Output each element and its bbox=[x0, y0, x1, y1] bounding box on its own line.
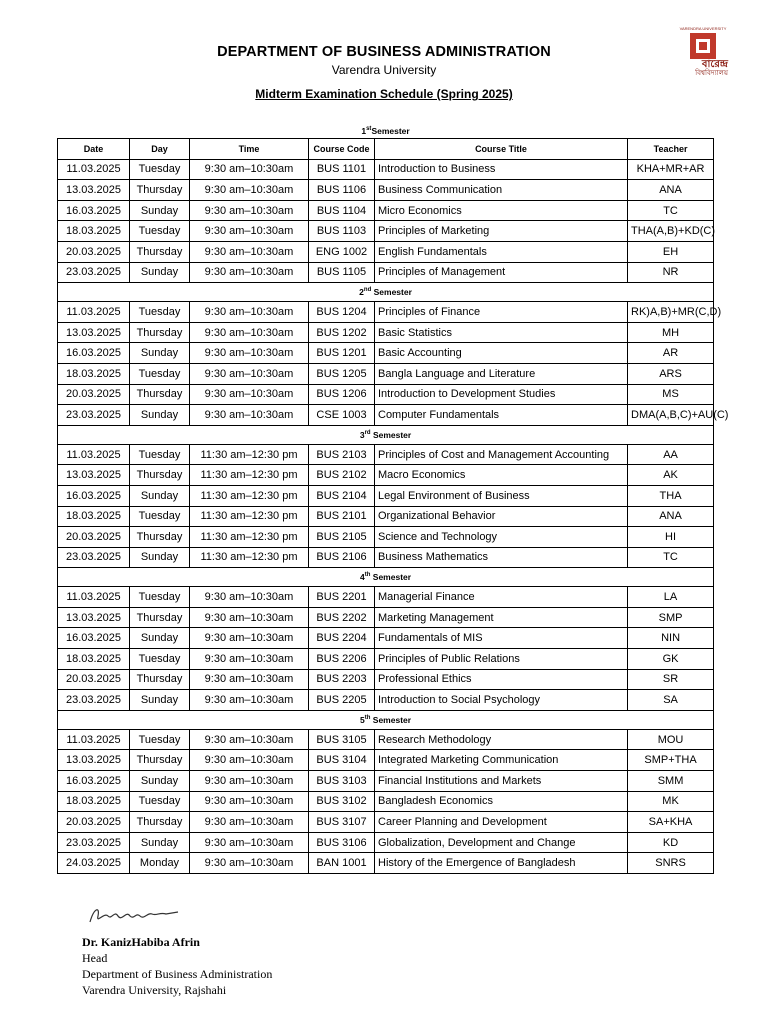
exam-time: 9:30 am–10:30am bbox=[190, 690, 309, 711]
table-row bbox=[58, 302, 714, 323]
course-title: Globalization, Development and Change bbox=[375, 832, 628, 853]
exam-date: 16.03.2025 bbox=[58, 485, 130, 506]
teacher: ARS bbox=[628, 363, 714, 384]
document-header bbox=[0, 44, 768, 101]
exam-date: 20.03.2025 bbox=[58, 812, 130, 833]
exam-day: Sunday bbox=[130, 405, 190, 426]
exam-time: 9:30 am–10:30am bbox=[190, 363, 309, 384]
exam-date: 16.03.2025 bbox=[58, 200, 130, 221]
exam-time: 9:30 am–10:30am bbox=[190, 405, 309, 426]
exam-day: Thursday bbox=[130, 750, 190, 771]
semester-number: 4 bbox=[360, 572, 365, 583]
exam-day: Tuesday bbox=[130, 729, 190, 750]
exam-day: Thursday bbox=[130, 241, 190, 262]
teacher: TC bbox=[628, 200, 714, 221]
exam-day: Thursday bbox=[130, 812, 190, 833]
exam-date: 23.03.2025 bbox=[58, 547, 130, 568]
teacher: NIN bbox=[628, 628, 714, 649]
table-row bbox=[58, 791, 714, 812]
course-code: BUS 1202 bbox=[309, 322, 375, 343]
exam-date: 23.03.2025 bbox=[58, 690, 130, 711]
exam-time: 9:30 am–10:30am bbox=[190, 221, 309, 242]
course-code: BUS 2103 bbox=[309, 444, 375, 465]
table-row bbox=[58, 363, 714, 384]
teacher: KHA+MR+AR bbox=[628, 159, 714, 180]
course-code: ENG 1002 bbox=[309, 241, 375, 262]
teacher: NR bbox=[628, 262, 714, 283]
exam-time: 11:30 am–12:30 pm bbox=[190, 465, 309, 486]
exam-time: 9:30 am–10:30am bbox=[190, 159, 309, 180]
table-row bbox=[58, 180, 714, 201]
semester-header-row bbox=[58, 568, 714, 587]
course-title: Principles of Management bbox=[375, 262, 628, 283]
teacher: SMP bbox=[628, 607, 714, 628]
department-title: DEPARTMENT OF BUSINESS ADMINISTRATION bbox=[217, 44, 551, 60]
table-row bbox=[58, 444, 714, 465]
course-code: BUS 1206 bbox=[309, 384, 375, 405]
semester-number: 2 bbox=[359, 287, 364, 298]
exam-day: Tuesday bbox=[130, 159, 190, 180]
schedule-title: Midterm Examination Schedule (Spring 2025) bbox=[255, 87, 513, 101]
semester-heading bbox=[58, 425, 714, 444]
course-title: Principles of Marketing bbox=[375, 221, 628, 242]
exam-date: 18.03.2025 bbox=[58, 506, 130, 527]
exam-date: 18.03.2025 bbox=[58, 221, 130, 242]
teacher: GK bbox=[628, 649, 714, 670]
semester-header-row bbox=[58, 710, 714, 729]
teacher: SMM bbox=[628, 771, 714, 792]
semester-word: Semester bbox=[371, 287, 412, 298]
teacher: SA+KHA bbox=[628, 812, 714, 833]
exam-date: 11.03.2025 bbox=[58, 302, 130, 323]
exam-day: Tuesday bbox=[130, 791, 190, 812]
teacher: RK)A,B)+MR(C,D) bbox=[628, 302, 714, 323]
exam-day: Tuesday bbox=[130, 649, 190, 670]
teacher: THA bbox=[628, 485, 714, 506]
logo-emblem-icon bbox=[690, 33, 716, 59]
exam-day: Sunday bbox=[130, 628, 190, 649]
logo-bangla-line2: বিশ্ববিদ্যালয় bbox=[695, 70, 728, 77]
exam-day: Sunday bbox=[130, 485, 190, 506]
signatory-institution: Varendra University, Rajshahi bbox=[82, 983, 227, 997]
exam-date: 16.03.2025 bbox=[58, 343, 130, 364]
course-title: Introduction to Social Psychology bbox=[375, 690, 628, 711]
teacher: MOU bbox=[628, 729, 714, 750]
exam-day: Sunday bbox=[130, 262, 190, 283]
exam-time: 9:30 am–10:30am bbox=[190, 750, 309, 771]
teacher: DMA(A,B,C)+AU(C) bbox=[628, 405, 714, 426]
table-row bbox=[58, 241, 714, 262]
teacher: ANA bbox=[628, 506, 714, 527]
logo-bangla-line1: বারেন্দ্র bbox=[701, 59, 728, 70]
exam-date: 13.03.2025 bbox=[58, 465, 130, 486]
exam-date: 20.03.2025 bbox=[58, 527, 130, 548]
exam-date: 11.03.2025 bbox=[58, 587, 130, 608]
teacher: MH bbox=[628, 322, 714, 343]
column-header: Day bbox=[130, 139, 190, 160]
course-title: Managerial Finance bbox=[375, 587, 628, 608]
course-title: Fundamentals of MIS bbox=[375, 628, 628, 649]
course-title: Career Planning and Development bbox=[375, 812, 628, 833]
teacher: ANA bbox=[628, 180, 714, 201]
table-row bbox=[58, 690, 714, 711]
course-code: BUS 1103 bbox=[309, 221, 375, 242]
exam-time: 9:30 am–10:30am bbox=[190, 649, 309, 670]
course-code: BUS 1204 bbox=[309, 302, 375, 323]
column-header: Date bbox=[58, 139, 130, 160]
course-code: BAN 1001 bbox=[309, 853, 375, 874]
table-row bbox=[58, 200, 714, 221]
table-row bbox=[58, 221, 714, 242]
exam-time: 9:30 am–10:30am bbox=[190, 853, 309, 874]
course-code: BUS 3106 bbox=[309, 832, 375, 853]
exam-day: Sunday bbox=[130, 200, 190, 221]
course-title: Macro Economics bbox=[375, 465, 628, 486]
course-title: Marketing Management bbox=[375, 607, 628, 628]
exam-time: 9:30 am–10:30am bbox=[190, 343, 309, 364]
course-code: BUS 1104 bbox=[309, 200, 375, 221]
signatory-name: Dr. KanizHabiba Afrin bbox=[82, 935, 200, 949]
exam-date: 20.03.2025 bbox=[58, 669, 130, 690]
table-row bbox=[58, 322, 714, 343]
teacher: LA bbox=[628, 587, 714, 608]
course-title: Business Mathematics bbox=[375, 547, 628, 568]
course-code: BUS 2106 bbox=[309, 547, 375, 568]
course-code: BUS 2202 bbox=[309, 607, 375, 628]
semester-ordinal: nd bbox=[363, 287, 372, 294]
table-row bbox=[58, 587, 714, 608]
semester-header-row bbox=[58, 425, 714, 444]
table-row bbox=[58, 812, 714, 833]
exam-time: 9:30 am–10:30am bbox=[190, 628, 309, 649]
exam-day: Thursday bbox=[130, 607, 190, 628]
exam-time: 9:30 am–10:30am bbox=[190, 607, 309, 628]
exam-time: 9:30 am–10:30am bbox=[190, 200, 309, 221]
exam-time: 11:30 am–12:30 pm bbox=[190, 527, 309, 548]
semester-number: 5 bbox=[360, 714, 365, 725]
exam-date: 11.03.2025 bbox=[58, 729, 130, 750]
column-header: Course Title bbox=[375, 139, 628, 160]
course-code: BUS 1105 bbox=[309, 262, 375, 283]
column-header: Time bbox=[190, 139, 309, 160]
course-title: Introduction to Development Studies bbox=[375, 384, 628, 405]
table-row bbox=[58, 405, 714, 426]
course-code: BUS 2102 bbox=[309, 465, 375, 486]
exam-time: 11:30 am–12:30 pm bbox=[190, 444, 309, 465]
teacher: MS bbox=[628, 384, 714, 405]
semester-ordinal: th bbox=[364, 715, 371, 722]
table-row bbox=[58, 832, 714, 853]
course-code: BUS 3102 bbox=[309, 791, 375, 812]
logo-top-text: VARENDRA UNIVERSITY bbox=[679, 26, 727, 31]
exam-date: 11.03.2025 bbox=[58, 444, 130, 465]
table-row bbox=[58, 465, 714, 486]
course-title: Principles of Finance bbox=[375, 302, 628, 323]
table-row bbox=[58, 853, 714, 874]
teacher: AK bbox=[628, 465, 714, 486]
exam-day: Monday bbox=[130, 853, 190, 874]
exam-time: 9:30 am–10:30am bbox=[190, 812, 309, 833]
exam-day: Sunday bbox=[130, 832, 190, 853]
exam-time: 11:30 am–12:30 pm bbox=[190, 547, 309, 568]
teacher: SNRS bbox=[628, 853, 714, 874]
table-row bbox=[58, 506, 714, 527]
teacher: SMP+THA bbox=[628, 750, 714, 771]
exam-date: 11.03.2025 bbox=[58, 159, 130, 180]
course-code: BUS 2203 bbox=[309, 669, 375, 690]
course-title: Financial Institutions and Markets bbox=[375, 771, 628, 792]
exam-time: 9:30 am–10:30am bbox=[190, 669, 309, 690]
course-code: BUS 2204 bbox=[309, 628, 375, 649]
course-code: BUS 2201 bbox=[309, 587, 375, 608]
course-code: BUS 3107 bbox=[309, 812, 375, 833]
exam-day: Tuesday bbox=[130, 221, 190, 242]
teacher: MK bbox=[628, 791, 714, 812]
semester-ordinal: rd bbox=[364, 429, 371, 436]
exam-day: Thursday bbox=[130, 527, 190, 548]
semester-word: Semester bbox=[370, 429, 412, 440]
semester-word: Semester bbox=[371, 126, 410, 136]
exam-date: 16.03.2025 bbox=[58, 628, 130, 649]
exam-time: 9:30 am–10:30am bbox=[190, 791, 309, 812]
course-title: Principles of Cost and Management Accounting bbox=[375, 444, 628, 465]
exam-time: 9:30 am–10:30am bbox=[190, 302, 309, 323]
exam-date: 20.03.2025 bbox=[58, 384, 130, 405]
exam-day: Tuesday bbox=[130, 587, 190, 608]
exam-day: Thursday bbox=[130, 465, 190, 486]
exam-day: Sunday bbox=[130, 547, 190, 568]
table-row bbox=[58, 669, 714, 690]
exam-day: Thursday bbox=[130, 384, 190, 405]
course-code: BUS 1205 bbox=[309, 363, 375, 384]
column-header-row bbox=[58, 139, 714, 160]
exam-date: 13.03.2025 bbox=[58, 322, 130, 343]
table-row bbox=[58, 485, 714, 506]
exam-time: 9:30 am–10:30am bbox=[190, 322, 309, 343]
semester-ordinal: st bbox=[366, 126, 372, 133]
table-row bbox=[58, 628, 714, 649]
semester-heading bbox=[58, 568, 714, 587]
teacher: SR bbox=[628, 669, 714, 690]
exam-date: 16.03.2025 bbox=[58, 771, 130, 792]
exam-date: 23.03.2025 bbox=[58, 832, 130, 853]
semester-heading bbox=[58, 710, 714, 729]
table-row bbox=[58, 159, 714, 180]
course-code: CSE 1003 bbox=[309, 405, 375, 426]
course-code: BUS 2205 bbox=[309, 690, 375, 711]
course-title: Science and Technology bbox=[375, 527, 628, 548]
course-title: History of the Emergence of Bangladesh bbox=[375, 853, 628, 874]
column-header: Teacher bbox=[628, 139, 714, 160]
exam-date: 13.03.2025 bbox=[58, 750, 130, 771]
course-code: BUS 3103 bbox=[309, 771, 375, 792]
exam-day: Sunday bbox=[130, 343, 190, 364]
exam-time: 9:30 am–10:30am bbox=[190, 384, 309, 405]
table-row bbox=[58, 607, 714, 628]
table-row bbox=[58, 729, 714, 750]
course-code: BUS 1101 bbox=[309, 159, 375, 180]
semester-heading bbox=[58, 283, 714, 302]
exam-day: Sunday bbox=[130, 690, 190, 711]
exam-date: 18.03.2025 bbox=[58, 649, 130, 670]
semester-number: 1 bbox=[361, 126, 367, 136]
teacher: AA bbox=[628, 444, 714, 465]
course-code: BUS 2105 bbox=[309, 527, 375, 548]
course-code: BUS 2206 bbox=[309, 649, 375, 670]
course-code: BUS 3105 bbox=[309, 729, 375, 750]
semester-heading bbox=[58, 124, 714, 139]
teacher: SA bbox=[628, 690, 714, 711]
table-row bbox=[58, 649, 714, 670]
exam-date: 20.03.2025 bbox=[58, 241, 130, 262]
teacher: AR bbox=[628, 343, 714, 364]
course-title: Bangladesh Economics bbox=[375, 791, 628, 812]
exam-date: 13.03.2025 bbox=[58, 180, 130, 201]
university-name: Varendra University bbox=[331, 63, 437, 77]
exam-time: 11:30 am–12:30 pm bbox=[190, 506, 309, 527]
signatory-block bbox=[82, 905, 272, 998]
exam-time: 9:30 am–10:30am bbox=[190, 832, 309, 853]
course-title: Bangla Language and Literature bbox=[375, 363, 628, 384]
schedule-table bbox=[57, 124, 729, 874]
course-title: Introduction to Business bbox=[375, 159, 628, 180]
exam-day: Thursday bbox=[130, 322, 190, 343]
exam-time: 9:30 am–10:30am bbox=[190, 587, 309, 608]
exam-day: Tuesday bbox=[130, 444, 190, 465]
course-code: BUS 2104 bbox=[309, 485, 375, 506]
course-title: Micro Economics bbox=[375, 200, 628, 221]
exam-time: 9:30 am–10:30am bbox=[190, 262, 309, 283]
exam-date: 24.03.2025 bbox=[58, 853, 130, 874]
semester-ordinal: th bbox=[364, 572, 371, 579]
table-row bbox=[58, 262, 714, 283]
table-row bbox=[58, 547, 714, 568]
exam-date: 23.03.2025 bbox=[58, 262, 130, 283]
table-row bbox=[58, 343, 714, 364]
signatory-title: Head bbox=[82, 951, 108, 965]
exam-time: 9:30 am–10:30am bbox=[190, 771, 309, 792]
column-header: Course Code bbox=[309, 139, 375, 160]
table-row bbox=[58, 527, 714, 548]
course-title: Professional Ethics bbox=[375, 669, 628, 690]
course-title: Basic Accounting bbox=[375, 343, 628, 364]
course-code: BUS 3104 bbox=[309, 750, 375, 771]
teacher: THA(A,B)+KD(C) bbox=[628, 221, 714, 242]
exam-day: Tuesday bbox=[130, 302, 190, 323]
exam-day: Thursday bbox=[130, 180, 190, 201]
course-title: Legal Environment of Business bbox=[375, 485, 628, 506]
exam-time: 9:30 am–10:30am bbox=[190, 180, 309, 201]
exam-day: Thursday bbox=[130, 669, 190, 690]
exam-date: 23.03.2025 bbox=[58, 405, 130, 426]
semester-header-row bbox=[58, 124, 714, 139]
exam-date: 13.03.2025 bbox=[58, 607, 130, 628]
semester-number: 3 bbox=[359, 429, 365, 440]
course-title: Integrated Marketing Communication bbox=[375, 750, 628, 771]
course-code: BUS 1201 bbox=[309, 343, 375, 364]
course-code: BUS 1106 bbox=[309, 180, 375, 201]
semester-word: Semester bbox=[370, 714, 412, 725]
teacher: HI bbox=[628, 527, 714, 548]
course-title: English Fundamentals bbox=[375, 241, 628, 262]
course-title: Basic Statistics bbox=[375, 322, 628, 343]
exam-day: Sunday bbox=[130, 771, 190, 792]
table-row bbox=[58, 750, 714, 771]
table-row bbox=[58, 771, 714, 792]
course-title: Business Communication bbox=[375, 180, 628, 201]
exam-time: 11:30 am–12:30 pm bbox=[190, 485, 309, 506]
teacher: TC bbox=[628, 547, 714, 568]
table-row bbox=[58, 384, 714, 405]
course-code: BUS 2101 bbox=[309, 506, 375, 527]
course-title: Research Methodology bbox=[375, 729, 628, 750]
exam-day: Tuesday bbox=[130, 363, 190, 384]
course-title: Computer Fundamentals bbox=[375, 405, 628, 426]
exam-date: 18.03.2025 bbox=[58, 363, 130, 384]
teacher: KD bbox=[628, 832, 714, 853]
exam-time: 9:30 am–10:30am bbox=[190, 241, 309, 262]
course-title: Principles of Public Relations bbox=[375, 649, 628, 670]
semester-header-row bbox=[58, 283, 714, 302]
exam-time: 9:30 am–10:30am bbox=[190, 729, 309, 750]
exam-date: 18.03.2025 bbox=[58, 791, 130, 812]
university-logo bbox=[678, 26, 728, 82]
teacher: EH bbox=[628, 241, 714, 262]
semester-word: Semester bbox=[370, 572, 412, 583]
signatory-department: Department of Business Administration bbox=[82, 967, 273, 981]
course-title: Organizational Behavior bbox=[375, 506, 628, 527]
exam-day: Tuesday bbox=[130, 506, 190, 527]
